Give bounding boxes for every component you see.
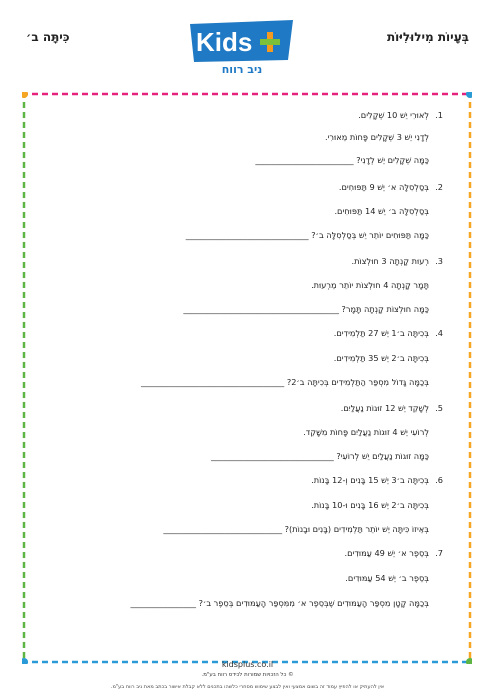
answer-line: כַּמָּה זוּגוֹת נַעֲלַיִם יֵשׁ לְרוֹעִי? ______________________________ (210, 451, 429, 461)
question-line: בְּסַלְסִלָּה א׳ יֵשׁ 9 תַּפּוּחִים. (338, 182, 429, 192)
question-line: בְּסֵפֶר א׳ יֵשׁ 49 עַמּוּדִים. (344, 548, 429, 558)
question-line: לְאוּרִי יֵשׁ 10 שְׁקָלִים. (358, 110, 429, 120)
question-number: 5. (435, 403, 443, 413)
question-line: לְרוֹעִי יֵשׁ 4 זוּגוֹת נַעֲלַיִם פָּחוֹת מִשָּׁקֵד. (303, 427, 429, 437)
question-number: 6. (435, 475, 443, 485)
question-line: בְּכִיתָּה ב׳1 יֵשׁ 27 תַּלְמִידִים. (333, 328, 429, 338)
copyright-text: © כל הזכויות שמורות לכידס רווח בע"מ. (201, 672, 294, 678)
answer-line: כַּמָּה שְׁקָלִים יֵשׁ לְדָנִי? ________________________ (255, 155, 429, 165)
question-number: 7. (435, 548, 443, 558)
grade-label: כִּיתָּה ב׳ (26, 30, 70, 44)
question-number: 1. (435, 110, 443, 120)
worksheet-title: בְּעָיוֹת מִילוּלִיּוֹת (386, 30, 469, 44)
question-line: לְשָׁקֵד יֵשׁ 12 זוּגוֹת נַעֲלַיִם. (340, 403, 429, 413)
question-line: בְּכִיתָּה ב׳3 יֵשׁ 15 בָּנִים וְ-12 בָּנוֹת. (311, 475, 429, 485)
answer-line: כַּמָּה חוּלְצוֹת קָנְתָה תָּמָר? ______________________________________ (183, 304, 429, 314)
question-number: 3. (435, 256, 443, 266)
answer-line: בְּכַמָּה קָטָן מִסְפַּר הָעַמּוּדִים שֶׁבְּסֵפֶר א׳ מִמִּסְפַּר הָעַמּוּדִים בְּסֵפֶר ב׳? ________________ (130, 598, 429, 608)
logo-text: Kids (196, 27, 253, 57)
question-line: לְדָנִי יֵשׁ 3 שְׁקָלִים פָּחוֹת מֵאוּרִי. (324, 132, 429, 142)
site-url: kidsplus.co.il (221, 660, 274, 669)
question-line: בְּסֵפֶר ב׳ יֵשׁ 54 עַמּוּדִים. (345, 573, 429, 583)
answer-line: בְּאֵיזוֹ כִּיתָּה יֵשׁ יוֹתֵר תַּלְמִידִים (בָּנִים וּבָנוֹת)? _____________________________ (163, 524, 429, 534)
question-number: 2. (435, 182, 443, 192)
question-line: רְעוּת קָנְתָה 3 חוּלְצוֹת. (351, 256, 429, 266)
question-line: בְּסַלְסִלָּה ב׳ יֵשׁ 14 תַּפּוּחִים. (334, 206, 429, 216)
logo-subtitle: ניב רווח (221, 63, 263, 76)
question-line: בְּכִיתָּה ב׳2 יֵשׁ 35 תַּלְמִידִים. (333, 353, 429, 363)
legal-text: אין להעתיק או להפיץ עמוד זה בשום אמצעי ואין לבצע שימוש מסחרי כלשהו בתכנים ללא קבלת אישור בכתב מאת ניב רווח בע"מ. (110, 684, 385, 690)
answer-line: בְּכַמָּה גָּדוֹל מִסְפַּר הַתַּלְמִידִים בְּכִיתָּה ב׳2? ___________________________________ (140, 377, 429, 387)
kidsplus-logo (184, 20, 299, 76)
question-number: 4. (435, 328, 443, 338)
question-line: תָּמָר קָנְתָה 4 חוּלְצוֹת יוֹתֵר מֵרְעוּת. (311, 280, 429, 290)
answer-line: כַּמָּה תַּפּוּחִים יוֹתֵר יֵשׁ בְּסַלְסִלָּה ב׳? ______________________________ (185, 230, 429, 240)
question-line: בְּכִיתָּה ב׳2 יֵשׁ 16 בָּנִים וּ-10 בָּנוֹת. (311, 500, 429, 510)
